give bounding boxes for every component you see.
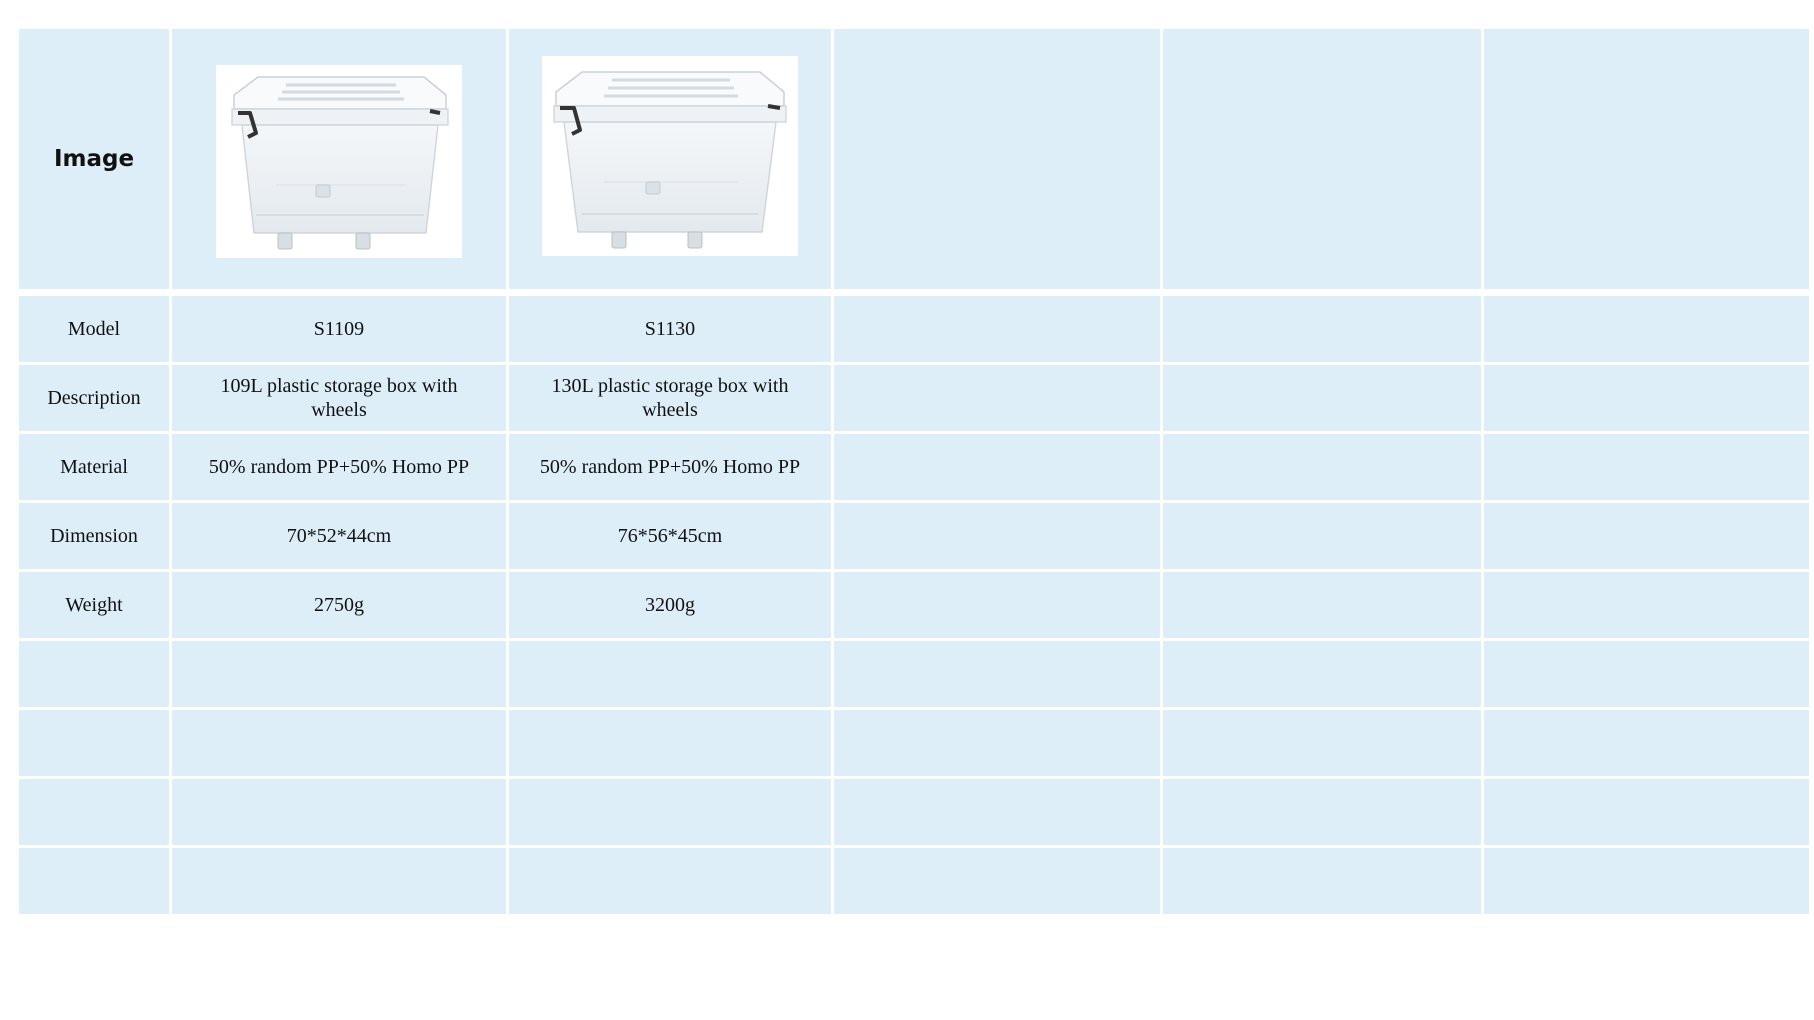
storage-box-icon <box>216 65 462 258</box>
empty-cell <box>1484 29 1809 296</box>
empty-cell <box>834 365 1163 434</box>
row-label-model: Model <box>19 296 172 365</box>
empty-cell <box>1163 572 1484 641</box>
empty-cell <box>834 434 1163 503</box>
empty-cell <box>172 779 509 848</box>
image-header-cell <box>19 29 172 296</box>
empty-row <box>19 710 1809 779</box>
row-label-empty <box>19 641 172 710</box>
empty-cell <box>1484 779 1809 848</box>
empty-cell <box>509 848 834 917</box>
empty-cell <box>834 641 1163 710</box>
empty-cell <box>1163 365 1484 434</box>
empty-cell <box>1484 848 1809 917</box>
empty-cell <box>834 296 1163 365</box>
row-label-material: Material <box>19 434 172 503</box>
weight-row <box>19 572 1809 641</box>
spec-sheet <box>19 29 1809 917</box>
empty-cell <box>1163 29 1484 296</box>
product-2-weight: 3200g <box>509 572 834 641</box>
product-1-image-cell <box>172 29 509 296</box>
row-label-empty <box>19 848 172 917</box>
row-label-weight: Weight <box>19 572 172 641</box>
empty-row <box>19 848 1809 917</box>
product-2-dimension: 76*56*45cm <box>509 503 834 572</box>
empty-cell <box>1163 848 1484 917</box>
empty-cell <box>509 779 834 848</box>
empty-cell <box>1484 365 1809 434</box>
dimension-row <box>19 503 1809 572</box>
empty-cell <box>1484 503 1809 572</box>
row-label-description: Description <box>19 365 172 434</box>
empty-cell <box>172 710 509 779</box>
product-2-image-cell <box>509 29 834 296</box>
product-1-dimension: 70*52*44cm <box>172 503 509 572</box>
product-1-description: 109L plastic storage box with wheels <box>172 365 509 434</box>
empty-row <box>19 641 1809 710</box>
product-2-material: 50% random PP+50% Homo PP <box>509 434 834 503</box>
empty-cell <box>834 779 1163 848</box>
material-row <box>19 434 1809 503</box>
empty-cell <box>172 848 509 917</box>
empty-cell <box>509 710 834 779</box>
empty-cell <box>1484 296 1809 365</box>
row-label-empty <box>19 710 172 779</box>
empty-cell <box>1484 641 1809 710</box>
empty-cell <box>172 641 509 710</box>
empty-cell <box>1163 503 1484 572</box>
empty-cell <box>1163 296 1484 365</box>
product-1-model: S1109 <box>172 296 509 365</box>
product-2-model: S1130 <box>509 296 834 365</box>
empty-row <box>19 779 1809 848</box>
row-label-empty <box>19 779 172 848</box>
storage-box-icon <box>542 56 798 256</box>
image-header: Image <box>53 145 135 172</box>
empty-cell <box>834 572 1163 641</box>
empty-cell <box>1484 710 1809 779</box>
empty-cell <box>1163 710 1484 779</box>
image-row <box>19 29 1809 296</box>
empty-cell <box>834 503 1163 572</box>
empty-cell <box>1163 641 1484 710</box>
row-label-dimension: Dimension <box>19 503 172 572</box>
product-1-weight: 2750g <box>172 572 509 641</box>
empty-cell <box>834 29 1163 296</box>
empty-cell <box>1484 572 1809 641</box>
empty-cell <box>1163 434 1484 503</box>
empty-cell <box>1163 779 1484 848</box>
empty-cell <box>1484 434 1809 503</box>
model-row <box>19 296 1809 365</box>
empty-cell <box>834 848 1163 917</box>
description-row <box>19 365 1809 434</box>
product-spec-table <box>19 29 1809 917</box>
empty-cell <box>834 710 1163 779</box>
empty-cell <box>509 641 834 710</box>
product-2-description: 130L plastic storage box with wheels <box>509 365 834 434</box>
product-1-material: 50% random PP+50% Homo PP <box>172 434 509 503</box>
